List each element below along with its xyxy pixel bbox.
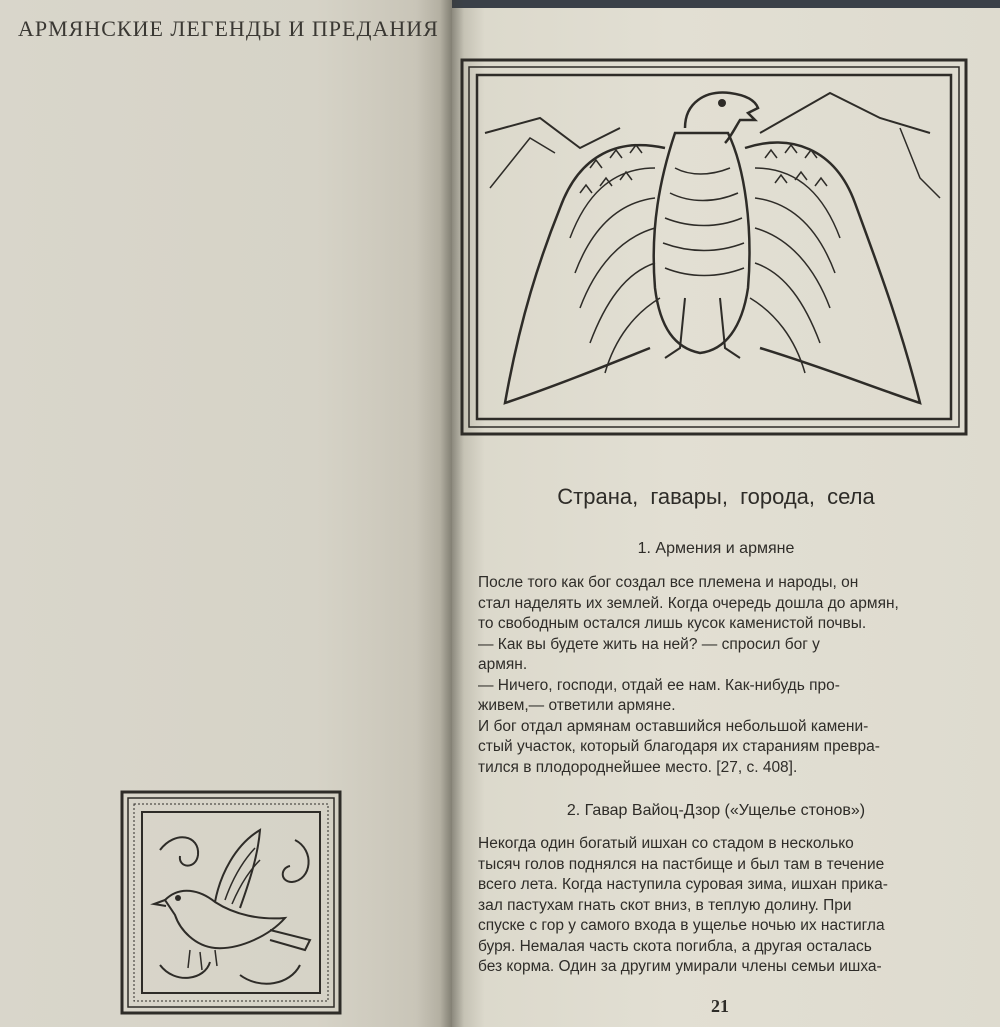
dove-ornament-illustration: [120, 790, 342, 1015]
chapter-title-vayots-dzor: 2. Гавар Вайоц-Дзор («Ущелье стонов»): [566, 802, 866, 819]
eagle-illustration: [460, 58, 968, 436]
text-line: всего лета. Когда наступила суровая зима, ишхан прика-: [478, 876, 888, 893]
chapter-text-vayots-dzor: [478, 834, 978, 978]
text-line: спуске с гор у самого входа в ущелье ночью их настигла: [478, 917, 885, 934]
chapter-text-armenia: [478, 573, 978, 778]
section-title: Страна, гавары, города, села: [557, 484, 875, 509]
text-line: — Как вы будете жить на ней? — спросил бог у: [478, 635, 820, 653]
text-line: то свободным остался лишь кусок каменистой почвы.: [478, 615, 867, 632]
text-line: И бог отдал армянам оставшийся небольшой камени-: [478, 717, 869, 735]
text-line: армян.: [478, 656, 528, 673]
text-line: стал наделять их землей. Когда очередь дошла до армян,: [478, 594, 899, 612]
text-line: буря. Немалая часть скота погибла, а другая осталась: [478, 937, 872, 955]
text-line: живем,— ответили армяне.: [478, 697, 676, 714]
page-number: 21: [711, 996, 729, 1016]
chapter-title-armenia: 1. Армения и армяне: [637, 540, 795, 557]
text-line: — Ничего, господи, отдай ее нам. Как-нибудь про-: [478, 676, 840, 694]
text-line: без корма. Один за другим умирали члены семьи ишха-: [478, 958, 882, 975]
running-head: АРМЯНСКИЕ ЛЕГЕНДЫ И ПРЕДАНИЯ: [18, 16, 439, 41]
text-line: После того как бог создал все племена и народы, он: [478, 574, 859, 591]
text-line: Некогда один богатый ишхан со стадом в несколько: [478, 835, 854, 852]
text-line: тысяч голов поднялся на пастбище и был там в течение: [478, 855, 885, 873]
text-line: стый участок, который благодаря их стараниям превра-: [478, 738, 880, 755]
text-line: тился в плодороднейшее место. [27, с. 408].: [478, 758, 798, 776]
text-line: зал пастухам гнать скот вниз, в теплую долину. При: [478, 896, 852, 914]
